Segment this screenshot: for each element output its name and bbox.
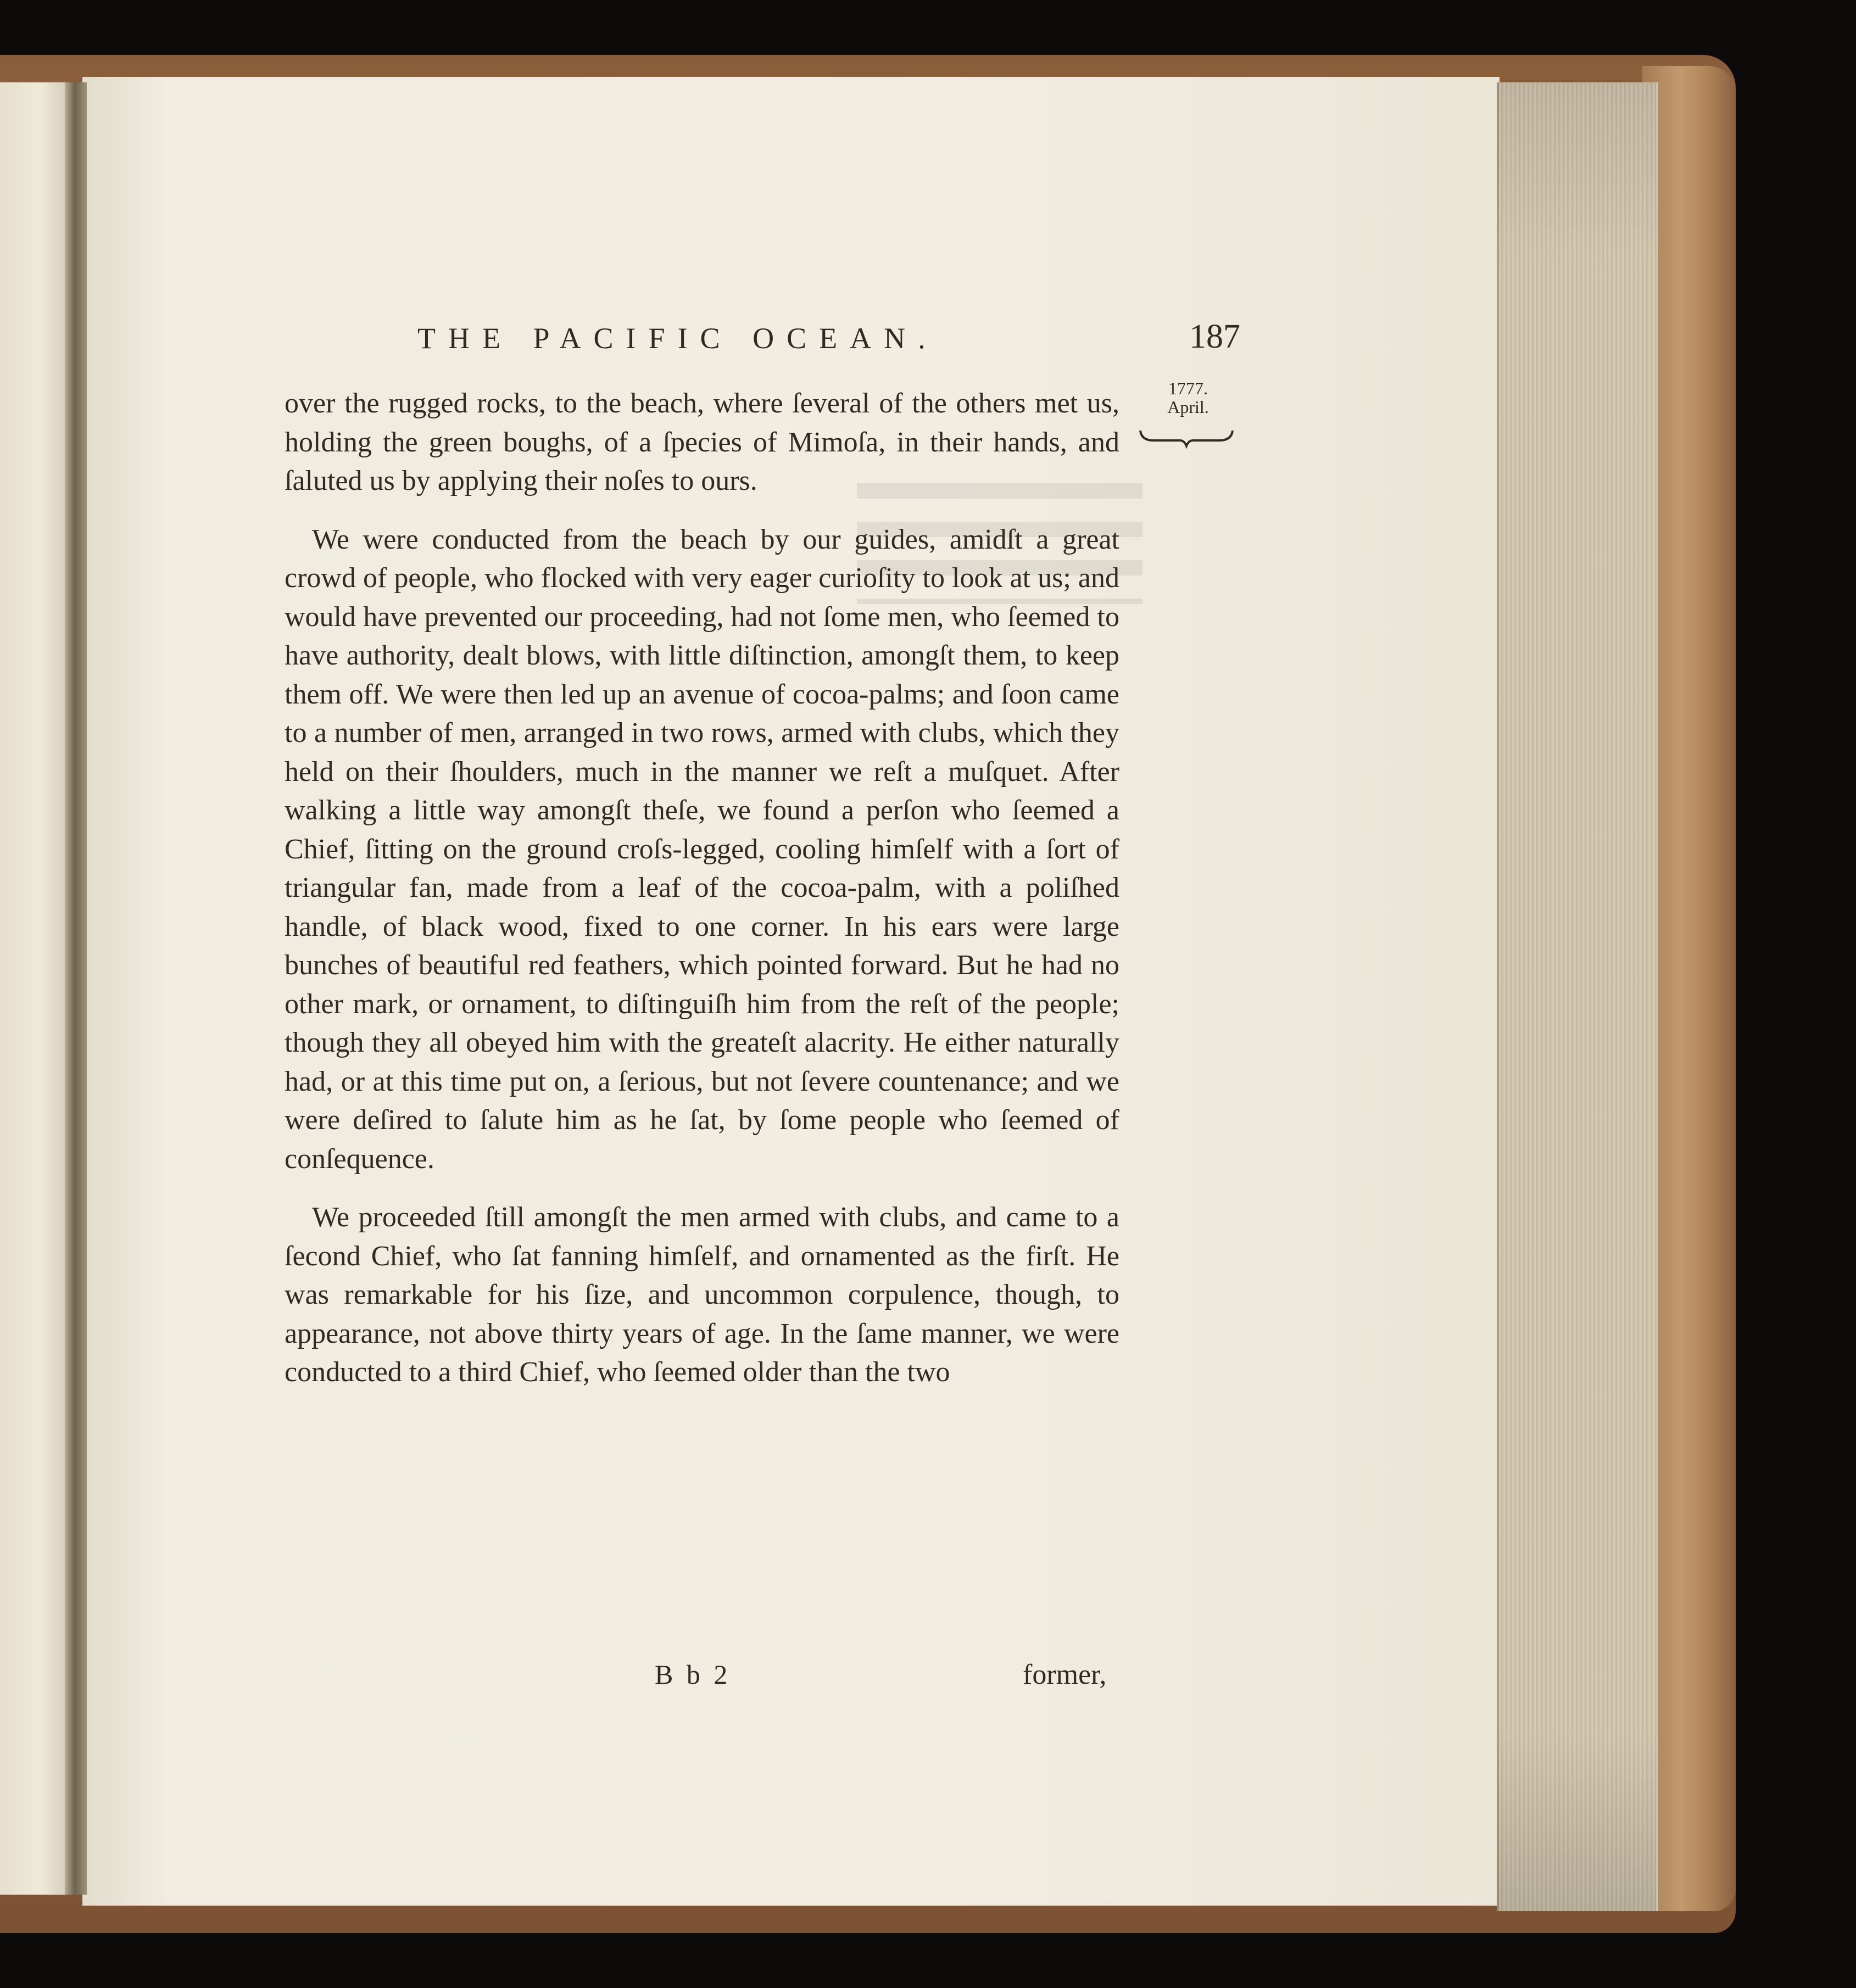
running-head: THE PACIFIC OCEAN. [417,322,938,355]
left-page-edge [0,82,74,1895]
paragraph-1: over the rugged rocks, to the beach, where ſeveral of the others met us, holding the green boughs, of a ſpecies of Mimoſa, in their hands, and ſaluted us by applying their noſes to ours. [285,388,1119,496]
margin-brace [1137,427,1236,449]
body-text [285,384,1119,1392]
paragraph-2: We were conducted from the beach by our guides, amidſt a great crowd of people, who flocked with very eager curioſity to look at us; and would have prevented our proceeding, had not ſome men, who ſeemed to have authority, dealt blows, with little diſtinction, amongſt them, to keep them off. We were then led up an avenue of cocoa-palms; and ſoon came to a number of men, arranged in two rows, armed with clubs, which they held on their ſhoulders, much in the manner we reſt a muſquet. After walking a little way amongſt theſe, we found a perſon who ſeemed a Chief, ſitting on the ground croſs-legged, cooling himſelf with a ſort of triangular fan, made from a leaf of the cocoa-palm, with a poliſhed handle, of black wood, fixed to one corner. In his ears were large bunches of beautiful red feathers, which pointed forward. But he had no other mark, or ornament, to diſtinguiſh him from the reſt of the people; though they all obeyed him with the greateſt alacrity. He either naturally had, or at this time put on, a ſerious, but not ſevere countenance; and we were deſired to ſalute him as he ſat, by ſome people who ſeemed of conſequence. [285,523,1119,1175]
page-stack-shade [1497,82,1656,1911]
page-number: 187 [1189,318,1240,355]
signature-mark: B b 2 [655,1659,731,1690]
margin-note [1158,379,1218,416]
margin-month: April. [1167,397,1209,417]
gutter-shadow [65,82,87,1895]
catchword: former, [1023,1659,1107,1690]
margin-year: 1777. [1168,378,1208,398]
paragraph-3: We proceeded ſtill amongſt the men armed with clubs, and came to a ſecond Chief, who ſat fanning himſelf, and ornamented as the firſt. He was remarkable for his ſize, and uncommon corpulence, though, to appearance, not above thirty years of age. In the ſame manner, we were conducted to a third Chief, who ſeemed older than the two [285,1202,1119,1388]
